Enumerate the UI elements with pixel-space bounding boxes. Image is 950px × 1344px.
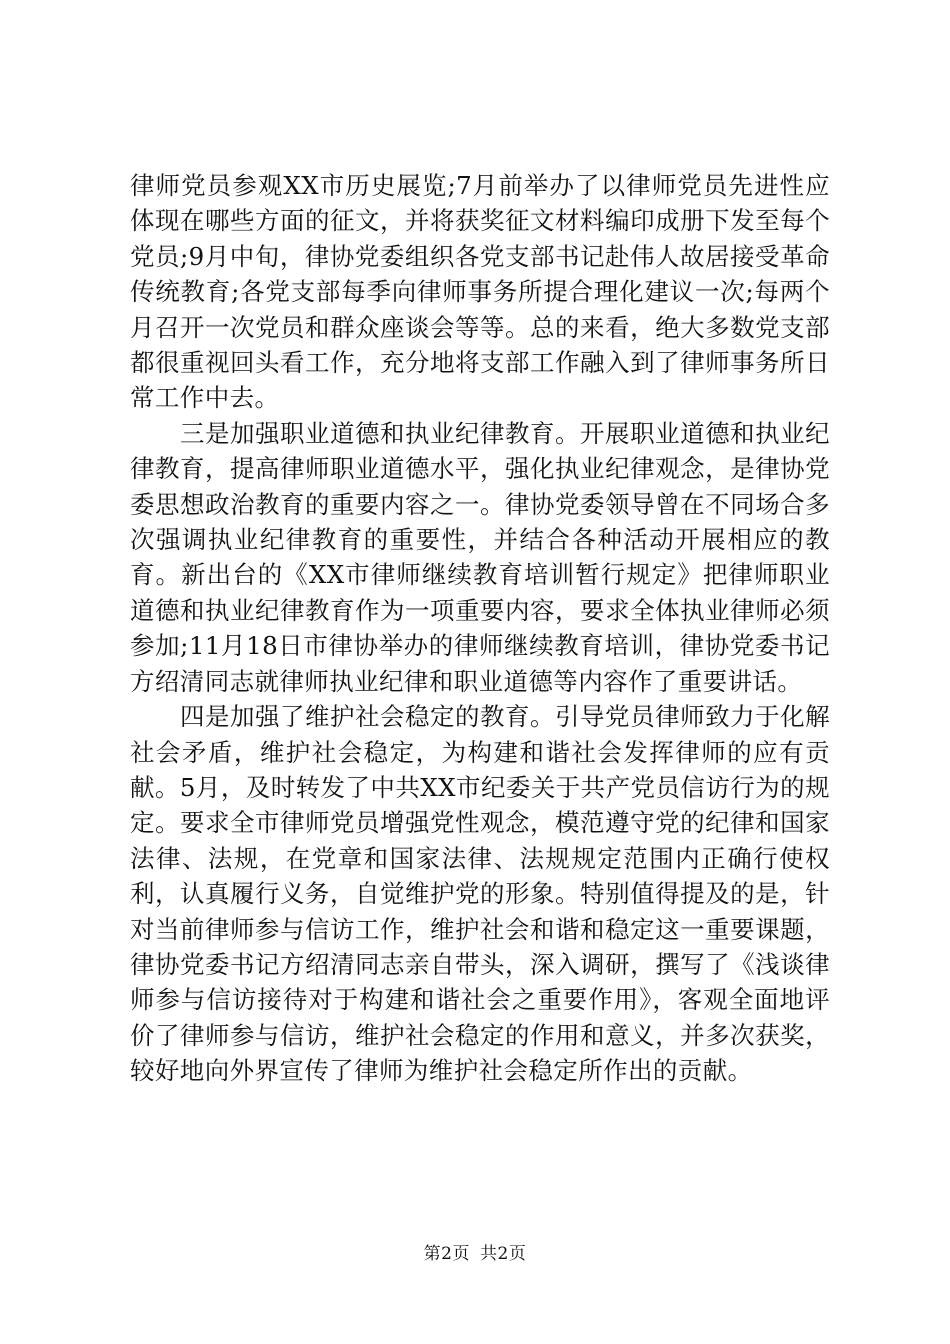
page-total: 共2页 — [480, 1244, 527, 1264]
document-body — [130, 168, 830, 1089]
page-number: 第2页 — [423, 1244, 470, 1264]
paragraph-ethics-education: 三是加强职业道德和执业纪律教育。开展职业道德和执业纪律教育，提高律师职业道德水平，强化执业纪律观念，是律协党委思想政治教育的重要内容之一。律协党委领导曾在不同场合多次强调执业纪律教育的重要性，并结合各种活动开展相应的教育。新出台的《XX市律师继续教育培训暂行规定》把律师职业道德和执业纪律教育作为一项重要内容，要求全体执业律师必须参加;11月18日市律协举办的律师继续教育培训，律协党委书记方绍清同志就律师执业纪律和职业道德等内容作了重要讲话。 — [130, 418, 830, 696]
paragraph-social-stability: 四是加强了维护社会稳定的教育。引导党员律师致力于化解社会矛盾，维护社会稳定，为构建和谐社会发挥律师的应有贡献。5月，及时转发了中共XX市纪委关于共产党员信访行为的规定。要求全市律师党员增强党性观念，模范遵守党的纪律和国家法律、法规，在党章和国家法律、法规规定范围内正确行使权利，认真履行义务，自觉维护党的形象。特别值得提及的是，针对当前律师参与信访工作，维护社会和谐和稳定这一重要课题，律协党委书记方绍清同志亲自带头，深入调研，撰写了《浅谈律师参与信访接待对于构建和谐社会之重要作用》，客观全面地评价了律师参与信访，维护社会稳定的作用和意义，并多次获奖，较好地向外界宣传了律师为维护社会稳定所作出的贡献。 — [130, 702, 830, 1086]
page-footer — [0, 1243, 950, 1265]
paragraph-continuation: 律师党员参观XX市历史展览;7月前举办了以律师党员先进性应体现在哪些方面的征文，并将获奖征文材料编印成册下发至每个党员;9月中旬，律协党委组织各党支部书记赴伟人故居接受革命传统教育;各党支部每季向律师事务所提合理化建议一次;每两个月召开一次党员和群众座谈会等等。总的来看，绝大多数党支部都很重视回头看工作，充分地将支部工作融入到了律师事务所日常工作中去。 — [130, 171, 830, 413]
